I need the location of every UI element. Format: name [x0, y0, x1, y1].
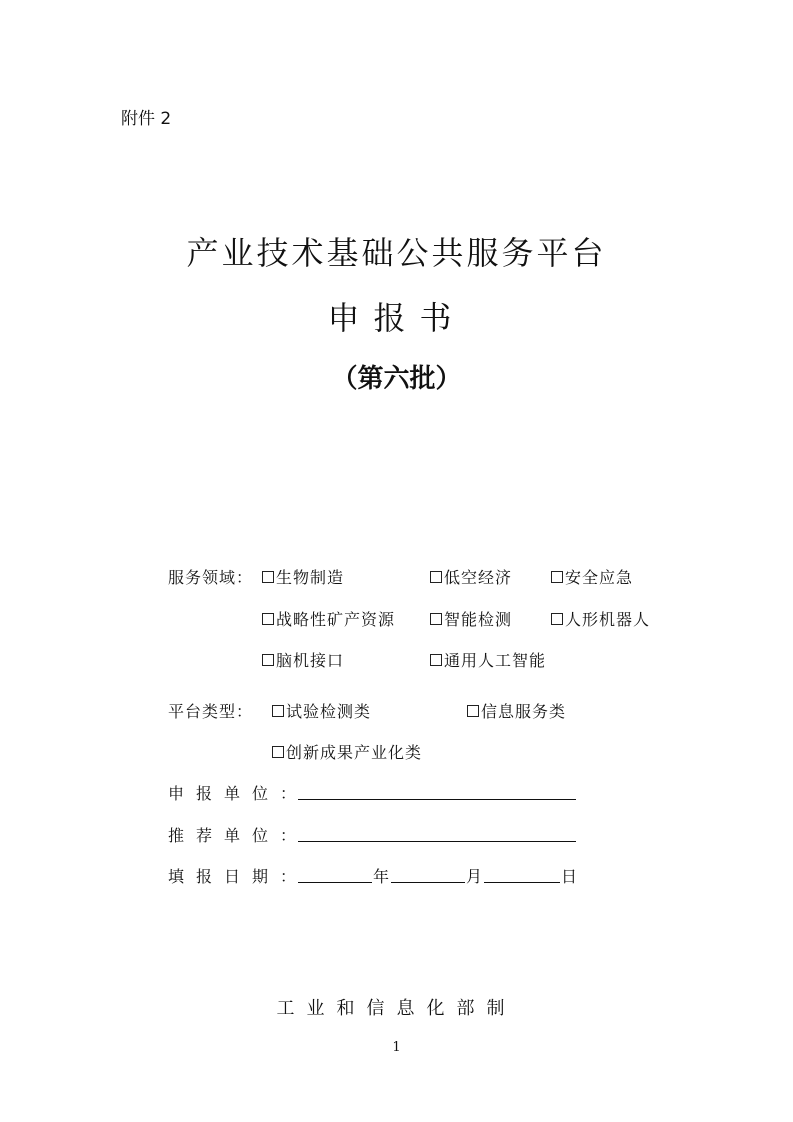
year-label: 年 [373, 867, 391, 886]
day-field[interactable] [484, 882, 560, 883]
issuing-department: 工业和信息化部制 [276, 998, 517, 1019]
checkbox[interactable] [262, 654, 274, 666]
attachment-label: 附件 2 [121, 109, 172, 129]
checkbox[interactable] [262, 571, 274, 583]
platform-option-information-service[interactable]: 信息服务类 [467, 699, 566, 722]
domain-option-bio-manufacturing[interactable]: 生物制造 [262, 565, 344, 588]
domain-option-safety-emergency[interactable]: 安全应急 [551, 565, 633, 588]
applicant-field[interactable] [298, 799, 576, 800]
checkbox[interactable] [551, 613, 563, 625]
date-label: 填报日期： [168, 867, 309, 886]
month-label: 月 [466, 867, 484, 886]
checkbox[interactable] [430, 654, 442, 666]
checkbox[interactable] [467, 705, 479, 717]
checkbox[interactable] [430, 571, 442, 583]
document-subtitle: 申报书 [327, 299, 466, 337]
document-title: 产业技术基础公共服务平台 [186, 234, 607, 272]
checkbox[interactable] [272, 746, 284, 758]
recommender-label: 推荐单位： [168, 826, 309, 845]
applicant-label: 申报单位： [168, 784, 309, 803]
checkbox[interactable] [551, 571, 563, 583]
year-field[interactable] [298, 882, 372, 883]
checkbox[interactable] [430, 613, 442, 625]
domain-option-general-ai[interactable]: 通用人工智能 [430, 648, 546, 671]
platform-type-label: 平台类型： [168, 702, 254, 721]
domain-option-strategic-minerals[interactable]: 战略性矿产资源 [262, 607, 395, 630]
checkbox[interactable] [272, 705, 284, 717]
batch-label: （第六批） [331, 364, 462, 394]
recommender-field[interactable] [298, 841, 576, 842]
page-number: 1 [392, 1040, 401, 1055]
domain-option-humanoid-robot[interactable]: 人形机器人 [551, 607, 650, 630]
checkbox[interactable] [262, 613, 274, 625]
day-label: 日 [561, 867, 579, 886]
domain-option-smart-inspection[interactable]: 智能检测 [430, 607, 512, 630]
platform-option-testing[interactable]: 试验检测类 [272, 699, 371, 722]
service-domain-label: 服务领域： [168, 568, 254, 587]
month-field[interactable] [391, 882, 465, 883]
domain-option-brain-computer-interface[interactable]: 脑机接口 [262, 648, 344, 671]
domain-option-low-altitude-economy[interactable]: 低空经济 [430, 565, 512, 588]
platform-option-innovation-industrialization[interactable]: 创新成果产业化类 [272, 740, 422, 763]
